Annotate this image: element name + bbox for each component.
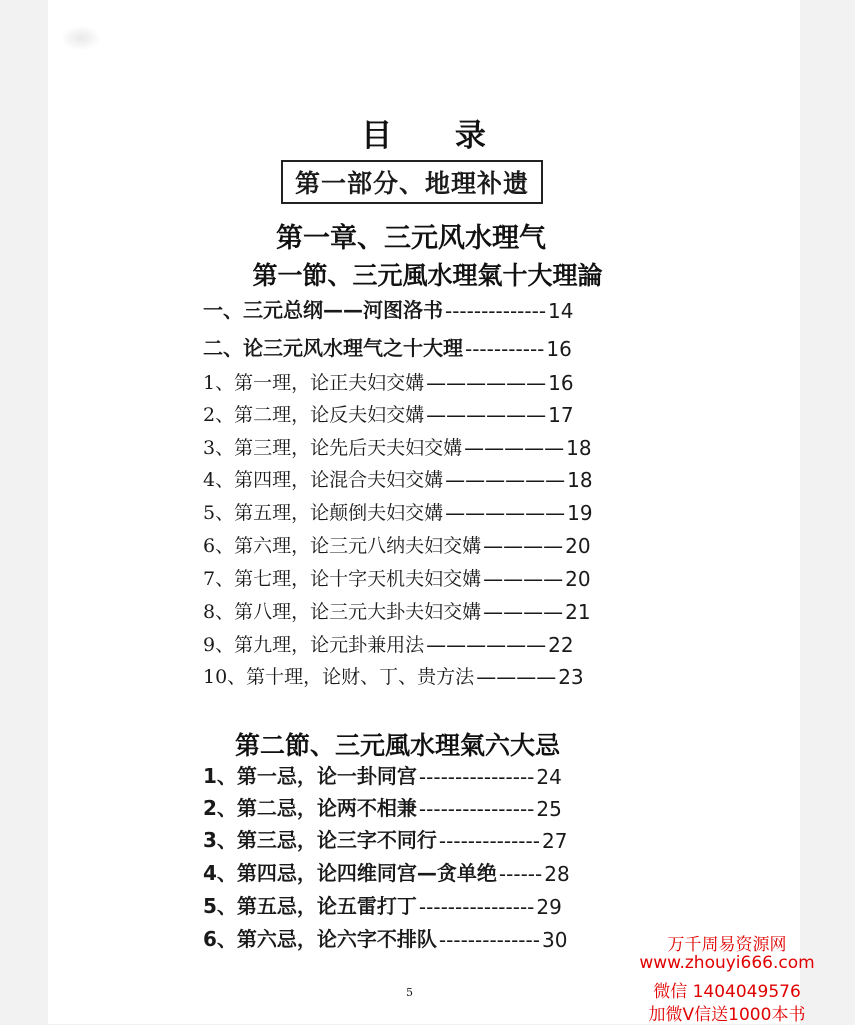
scan-smudge <box>62 26 100 50</box>
toc-entry <box>203 528 591 558</box>
toc-entry-page: 27 <box>541 829 568 853</box>
part-heading: 第一部分、地理补遗 <box>294 169 529 198</box>
toc-entry <box>203 397 574 427</box>
toc-entry-text: 二、论三元风水理气之十大理 <box>203 336 463 360</box>
toc-entry-text: 4、第四理，论混合夫妇交媾 <box>203 469 444 491</box>
toc-entry <box>203 889 562 919</box>
watermark-line-3: 微信 1404049576 <box>653 982 801 1002</box>
toc-entry-leader: -------------- <box>445 299 547 323</box>
toc-entry-page: 20 <box>565 534 591 558</box>
toc-entry <box>203 365 574 395</box>
toc-title: 目 录 <box>361 118 512 154</box>
toc-entry-leader: —————— <box>426 633 547 657</box>
section2-heading: 第二節、三元風水理氣六大忌 <box>234 731 560 760</box>
toc-entry <box>203 759 562 789</box>
toc-entry-page: 16 <box>546 337 572 361</box>
toc-entry-leader: ———— <box>476 665 557 689</box>
toc-entry-page: 25 <box>536 797 562 821</box>
toc-entry-text: 一、三元总纲——河图洛书 <box>203 298 443 322</box>
toc-entry <box>203 293 574 323</box>
toc-entry-page: 14 <box>548 299 574 323</box>
toc-entry-leader: —————— <box>426 403 547 427</box>
toc-entry <box>203 561 591 591</box>
toc-entry-page: 18 <box>566 436 592 460</box>
toc-entry-leader: ———— <box>483 534 564 558</box>
toc-entry-page: 29 <box>536 895 562 919</box>
toc-entry-text: 1、第一忌，论一卦同宫 <box>203 764 417 788</box>
toc-entry <box>203 594 591 624</box>
toc-entry-leader: -------------- <box>438 928 540 952</box>
toc-entry-text: 5、第五理，论颠倒夫妇交媾 <box>203 502 444 524</box>
toc-entry-page: 28 <box>544 862 570 886</box>
toc-entry-text: 3、第三理，论先后天夫妇交媾 <box>203 437 463 459</box>
toc-entry <box>203 791 562 821</box>
toc-entry-page: 19 <box>567 501 593 525</box>
chapter-heading: 第一章、三元风水理气 <box>276 223 546 254</box>
toc-entry-text: 3、第三忌，论三字不同行 <box>203 828 437 852</box>
toc-entry <box>203 430 592 460</box>
page-number: 5 <box>406 986 413 999</box>
toc-entry <box>203 856 570 886</box>
toc-entry <box>203 627 574 657</box>
toc-entry-leader: ---------------- <box>418 895 535 919</box>
toc-entry-leader: ------ <box>498 862 543 886</box>
toc-entry-text: 10、第十理，论财、丁、贵方法 <box>203 666 475 688</box>
toc-entry-leader: ————— <box>464 436 565 460</box>
toc-entry-leader: ———— <box>483 567 564 591</box>
toc-entry-page: 21 <box>565 600 591 624</box>
toc-entry-leader: —————— <box>426 371 547 395</box>
toc-entry <box>203 659 584 689</box>
toc-entry-leader: —————— <box>445 501 566 525</box>
toc-entry-leader: —————— <box>445 468 566 492</box>
toc-entry-page: 18 <box>567 468 593 492</box>
toc-entry-leader: ---------------- <box>418 765 535 789</box>
toc-entry-page: 24 <box>536 765 562 789</box>
toc-entry <box>203 331 572 361</box>
toc-entry-text: 5、第五忌，论五雷打丁 <box>203 894 417 918</box>
toc-entry-page: 20 <box>565 567 591 591</box>
toc-entry-page: 30 <box>541 928 568 952</box>
toc-entry-text: 7、第七理，论十字天机夫妇交媾 <box>203 568 482 590</box>
toc-entry <box>203 495 593 525</box>
toc-entry-text: 1、第一理，论正夫妇交媾 <box>203 372 425 394</box>
toc-entry-text: 2、第二理，论反夫妇交媾 <box>203 404 425 426</box>
toc-entry-text: 4、第四忌，论四维同宫—贪单绝 <box>203 861 497 885</box>
toc-entry-text: 8、第八理，论三元大卦夫妇交媾 <box>203 601 482 623</box>
part-heading-box <box>281 160 543 204</box>
toc-entry-leader: ---------------- <box>418 797 535 821</box>
toc-entry-leader: -------------- <box>438 829 540 853</box>
toc-entry-text: 6、第六忌，论六字不排队 <box>203 927 437 951</box>
toc-entry-text: 9、第九理，论元卦兼用法 <box>203 634 425 656</box>
watermark-line-4: 加微V信送1000本书 <box>648 1005 806 1025</box>
toc-entry-text: 6、第六理，论三元八纳夫妇交媾 <box>203 535 482 557</box>
toc-entry <box>203 462 593 492</box>
toc-entry-page: 22 <box>548 633 574 657</box>
toc-entry-page: 16 <box>548 371 574 395</box>
toc-entry-leader: ----------- <box>465 337 545 361</box>
toc-entry <box>203 922 567 952</box>
toc-entry-page: 17 <box>548 403 574 427</box>
toc-entry-leader: ———— <box>483 600 564 624</box>
toc-entry <box>203 823 567 853</box>
section1-heading: 第一節、三元風水理氣十大理論 <box>252 261 603 290</box>
watermark-line-2: www.zhouyi666.com <box>639 953 815 973</box>
watermark-line-1: 万千周易资源网 <box>667 935 787 955</box>
toc-entry-page: 23 <box>558 665 584 689</box>
toc-entry-text: 2、第二忌，论两不相兼 <box>203 796 417 820</box>
